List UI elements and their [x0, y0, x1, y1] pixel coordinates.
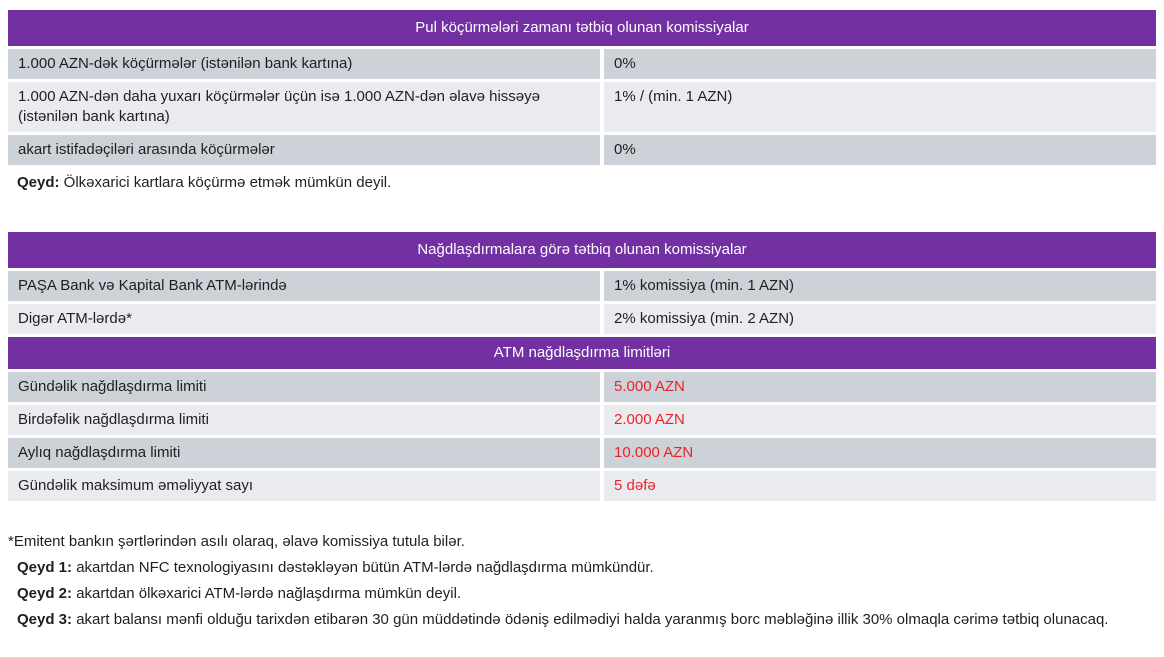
cash-table-header	[8, 232, 1156, 268]
row-value-limit: 5.000 AZN	[604, 372, 1156, 402]
row-label: 1.000 AZN-dək köçürmələr (istənilən bank kartına)	[8, 49, 600, 79]
table-row	[8, 271, 1156, 301]
table-row	[8, 471, 1156, 501]
transfer-table-title: Pul köçürmələri zamanı tətbiq olunan komissiyalar	[415, 19, 749, 36]
cash-commissions-table	[8, 232, 1156, 501]
transfer-table-header	[8, 10, 1156, 46]
table-row	[8, 405, 1156, 435]
row-label: Gündəlik nağdlaşdırma limiti	[8, 372, 600, 402]
footnote-qeyd-1	[17, 558, 1156, 578]
row-value: 1% / (min. 1 AZN)	[604, 82, 1156, 132]
row-label: Aylıq nağdlaşdırma limiti	[8, 438, 600, 468]
row-value: 2% komissiya (min. 2 AZN)	[604, 304, 1156, 334]
transfer-note	[17, 173, 1156, 193]
footnote-label: Qeyd 2:	[17, 585, 73, 602]
table-row	[8, 49, 1156, 79]
footnote-label: Qeyd 3:	[17, 611, 73, 628]
atm-limits-subheader	[8, 337, 1156, 369]
row-value: 0%	[604, 49, 1156, 79]
atm-limits-title: ATM nağdlaşdırma limitləri	[493, 344, 671, 361]
table-row	[8, 304, 1156, 334]
footnote-label: Qeyd 1:	[17, 559, 73, 576]
footnote-text: akart balansı mənfi olduğu tarixdən etibarən 30 gün müddətində ödəniş edilmədiyi halda yaranmış borc məbləğinə illik 30% olmaqla cərimə tətbiq olunacaq.	[72, 611, 1109, 628]
row-value: 0%	[604, 135, 1156, 165]
table-row	[8, 438, 1156, 468]
row-label: PAŞA Bank və Kapital Bank ATM-lərində	[8, 271, 600, 301]
table-row	[8, 135, 1156, 165]
table-row	[8, 372, 1156, 402]
row-value-limit: 5 dəfə	[604, 471, 1156, 501]
row-value: 1% komissiya (min. 1 AZN)	[604, 271, 1156, 301]
row-label: Birdəfəlik nağdlaşdırma limiti	[8, 405, 600, 435]
cash-table-title: Nağdlaşdırmalara görə tətbiq olunan komissiyalar	[417, 241, 747, 258]
footnote-text: akartdan ölkəxarici ATM-lərdə nağlaşdırma mümkün deyil.	[72, 585, 462, 602]
emitent-footnote: *Emitent bankın şərtlərindən asılı olaraq, əlavə komissiya tutula bilər.	[8, 533, 465, 550]
transfer-note-label: Qeyd:	[17, 174, 60, 191]
table-row	[8, 82, 1156, 132]
footnote-qeyd-2	[17, 584, 1156, 604]
footnotes-section	[8, 532, 1156, 630]
transfer-commissions-table	[8, 10, 1156, 165]
row-label: Gündəlik maksimum əməliyyat sayı	[8, 471, 600, 501]
footnote-qeyd-3	[17, 610, 1156, 630]
row-value-limit: 2.000 AZN	[604, 405, 1156, 435]
transfer-note-text: Ölkəxarici kartlara köçürmə etmək mümkün deyil.	[59, 174, 392, 191]
row-label: 1.000 AZN-dən daha yuxarı köçürmələr üçün isə 1.000 AZN-dən əlavə hissəyə (istənilən bank kartına)	[8, 82, 600, 132]
row-label: akart istifadəçiləri arasında köçürmələr	[8, 135, 600, 165]
row-value-limit: 10.000 AZN	[604, 438, 1156, 468]
row-label: Digər ATM-lərdə*	[8, 304, 600, 334]
footnote-text: akartdan NFC texnologiyasını dəstəkləyən bütün ATM-lərdə nağdlaşdırma mümkündür.	[72, 559, 654, 576]
